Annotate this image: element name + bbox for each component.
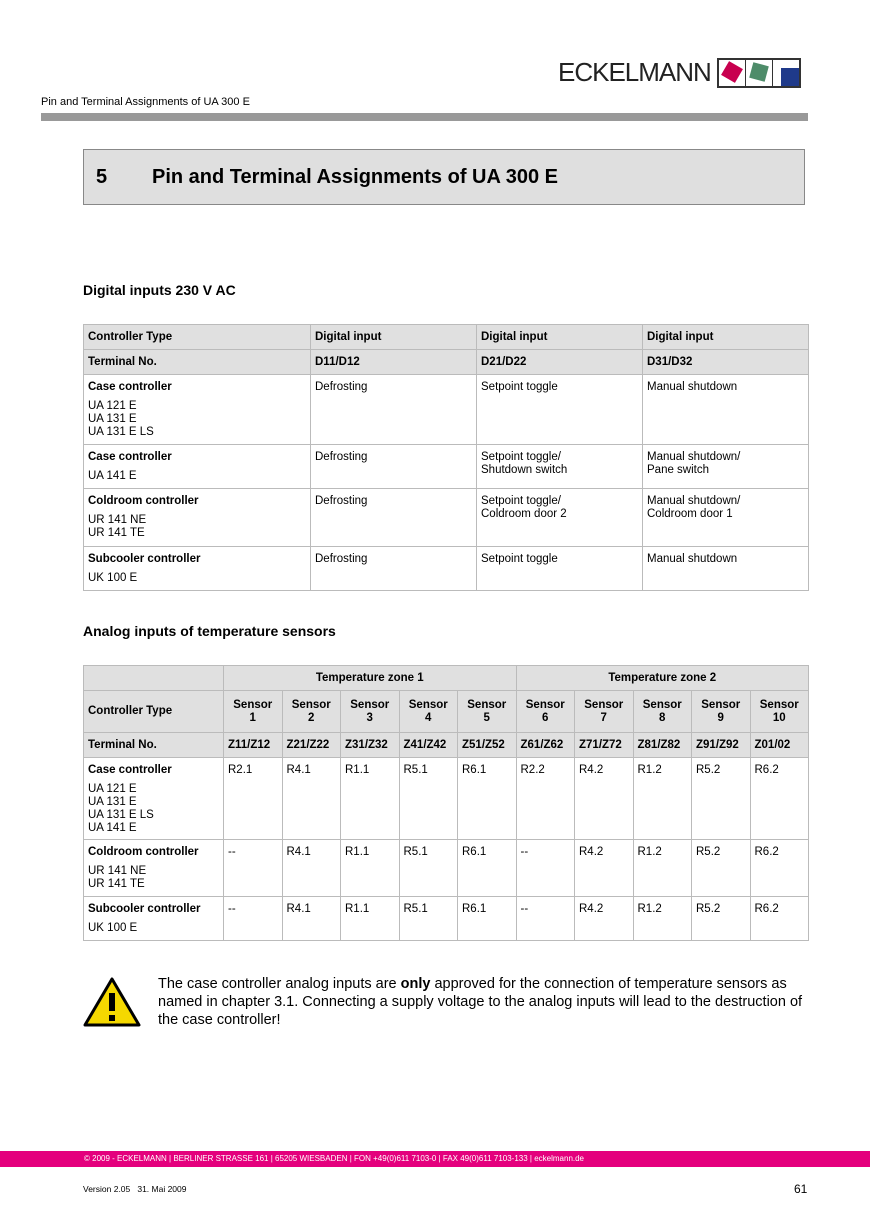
running-title: Pin and Terminal Assignments of UA 300 E	[41, 96, 250, 108]
table-cell: --	[224, 840, 283, 897]
table-row	[84, 445, 809, 489]
sensor-row	[84, 691, 809, 733]
header-cell: Digital input	[477, 325, 643, 350]
zone-header: Temperature zone 1	[224, 666, 517, 691]
table-cell: R4.2	[575, 840, 634, 897]
header-cell: Controller Type	[84, 691, 224, 733]
table-cell: R4.1	[282, 758, 341, 840]
table-cell: R4.1	[282, 897, 341, 941]
footer-address: © 2009 - ECKELMANN | BERLINER STRASSE 161 | 65205 WIESBADEN | FON +49(0)611 7103-0 | FAX 49(0)611 7103-133 | eckelmann.de	[84, 1154, 585, 1163]
sensor-header: Sensor 3	[341, 691, 400, 733]
table-cell: Defrosting	[311, 547, 477, 591]
terminal-header: Z31/Z32	[341, 733, 400, 758]
zone-row	[84, 666, 809, 691]
table-cell: R5.2	[692, 840, 751, 897]
sensor-header: Sensor 6	[516, 691, 575, 733]
table-row	[84, 897, 809, 941]
table-cell: Defrosting	[311, 375, 477, 445]
page-number: 61	[794, 1182, 808, 1196]
controller-cell	[84, 547, 311, 591]
header-cell: D11/D12	[311, 350, 477, 375]
empty-cell	[84, 666, 224, 691]
controller-type: Coldroom controller	[88, 846, 199, 858]
table-cell: R6.1	[458, 840, 517, 897]
controller-models: UK 100 E	[88, 572, 138, 584]
terminal-header: Z71/Z72	[575, 733, 634, 758]
logo-text: ECKELMANN	[558, 57, 711, 87]
sensor-header: Sensor 5	[458, 691, 517, 733]
sensor-header: Sensor 9	[692, 691, 751, 733]
header-cell: D21/D22	[477, 350, 643, 375]
controller-models: UA 121 E UA 131 E UA 131 E LS UA 141 E	[88, 783, 154, 834]
table-cell: Manual shutdown	[643, 375, 809, 445]
table-row	[84, 840, 809, 897]
table-cell: R6.1	[458, 897, 517, 941]
table-cell: R6.2	[750, 758, 809, 840]
chapter-title: Pin and Terminal Assignments of UA 300 E	[152, 165, 559, 188]
header-cell: D31/D32	[643, 350, 809, 375]
sensor-header: Sensor 10	[750, 691, 809, 733]
table-cell: --	[224, 897, 283, 941]
table-cell: R6.2	[750, 897, 809, 941]
table-cell: Manual shutdown	[643, 547, 809, 591]
table-cell: Defrosting	[311, 445, 477, 489]
table-cell: Manual shutdown/ Coldroom door 1	[643, 489, 809, 547]
table-cell: Setpoint toggle	[477, 375, 643, 445]
controller-type: Case controller	[88, 451, 172, 463]
table-cell: R1.2	[633, 897, 692, 941]
chapter-heading	[83, 149, 805, 205]
controller-type: Subcooler controller	[88, 903, 201, 915]
controller-models: UK 100 E	[88, 922, 138, 934]
controller-cell	[84, 840, 224, 897]
table-cell: R4.1	[282, 840, 341, 897]
table-row	[84, 375, 809, 445]
sensor-header: Sensor 8	[633, 691, 692, 733]
table-cell: Setpoint toggle/ Shutdown switch	[477, 445, 643, 489]
terminal-header: Z51/Z52	[458, 733, 517, 758]
table-cell: R1.2	[633, 840, 692, 897]
table-row	[84, 547, 809, 591]
terminal-header: Z91/Z92	[692, 733, 751, 758]
footer-bar	[0, 1151, 870, 1167]
version: Version 2.05 31. Mai 2009	[83, 1184, 187, 1194]
table-cell: R5.1	[399, 840, 458, 897]
controller-cell	[84, 897, 224, 941]
table-cell: R5.2	[692, 897, 751, 941]
controller-models: UR 141 NE UR 141 TE	[88, 865, 147, 890]
sensor-header: Sensor 7	[575, 691, 634, 733]
header-divider	[41, 113, 808, 121]
sensor-header: Sensor 4	[399, 691, 458, 733]
table-cell: R1.1	[341, 840, 400, 897]
table-cell: R1.2	[633, 758, 692, 840]
zone-header: Temperature zone 2	[516, 666, 809, 691]
controller-models: UA 141 E	[88, 470, 137, 482]
terminal-header: Z11/Z12	[224, 733, 283, 758]
controller-type: Case controller	[88, 764, 172, 776]
table-cell: R6.1	[458, 758, 517, 840]
header-cell: Terminal No.	[84, 733, 224, 758]
controller-cell	[84, 445, 311, 489]
header-row	[84, 350, 809, 375]
terminal-header: Z81/Z82	[633, 733, 692, 758]
table-cell: R5.2	[692, 758, 751, 840]
analog-heading: Analog inputs of temperature sensors	[83, 623, 336, 639]
warning-icon	[83, 977, 141, 1027]
table-row	[84, 758, 809, 840]
digital-heading: Digital inputs 230 V AC	[83, 282, 236, 298]
controller-cell	[84, 758, 224, 840]
digital-inputs-table	[83, 324, 809, 591]
terminal-header: Z41/Z42	[399, 733, 458, 758]
table-cell: R6.2	[750, 840, 809, 897]
terminal-header: Z61/Z62	[516, 733, 575, 758]
table-cell: Setpoint toggle/ Coldroom door 2	[477, 489, 643, 547]
table-cell: Defrosting	[311, 489, 477, 547]
table-cell: --	[516, 897, 575, 941]
warning-text: The case controller analog inputs are only approved for the connection of temperature sensors as named in chapter 3.1. Connecting a supply voltage to the analog inputs will lead to the destruction of the case controller!	[158, 976, 803, 1028]
header-cell: Digital input	[311, 325, 477, 350]
table-row	[84, 489, 809, 547]
sensor-header: Sensor 2	[282, 691, 341, 733]
table-cell: R5.1	[399, 758, 458, 840]
analog-inputs-table	[83, 665, 809, 941]
table-cell: R4.2	[575, 897, 634, 941]
table-cell: Setpoint toggle	[477, 547, 643, 591]
controller-models: UR 141 NE UR 141 TE	[88, 514, 147, 539]
header-cell: Controller Type	[84, 325, 311, 350]
controller-cell	[84, 489, 311, 547]
controller-type: Coldroom controller	[88, 495, 199, 507]
header-row	[84, 325, 809, 350]
table-cell: R2.1	[224, 758, 283, 840]
eckelmann-logo	[558, 57, 801, 88]
table-cell: R1.1	[341, 758, 400, 840]
terminal-header: Z21/Z22	[282, 733, 341, 758]
controller-type: Subcooler controller	[88, 553, 201, 565]
sensor-header: Sensor 1	[224, 691, 283, 733]
table-cell: R4.2	[575, 758, 634, 840]
header-cell: Digital input	[643, 325, 809, 350]
controller-cell	[84, 375, 311, 445]
table-cell: R1.1	[341, 897, 400, 941]
controller-models: UA 121 E UA 131 E UA 131 E LS	[88, 400, 154, 438]
chapter-number: 5	[96, 165, 108, 188]
table-cell: R5.1	[399, 897, 458, 941]
controller-type: Case controller	[88, 381, 172, 393]
table-cell: --	[516, 840, 575, 897]
terminal-row	[84, 733, 809, 758]
table-cell: R2.2	[516, 758, 575, 840]
terminal-header: Z01/02	[750, 733, 809, 758]
table-cell: Manual shutdown/ Pane switch	[643, 445, 809, 489]
header-cell: Terminal No.	[84, 350, 311, 375]
